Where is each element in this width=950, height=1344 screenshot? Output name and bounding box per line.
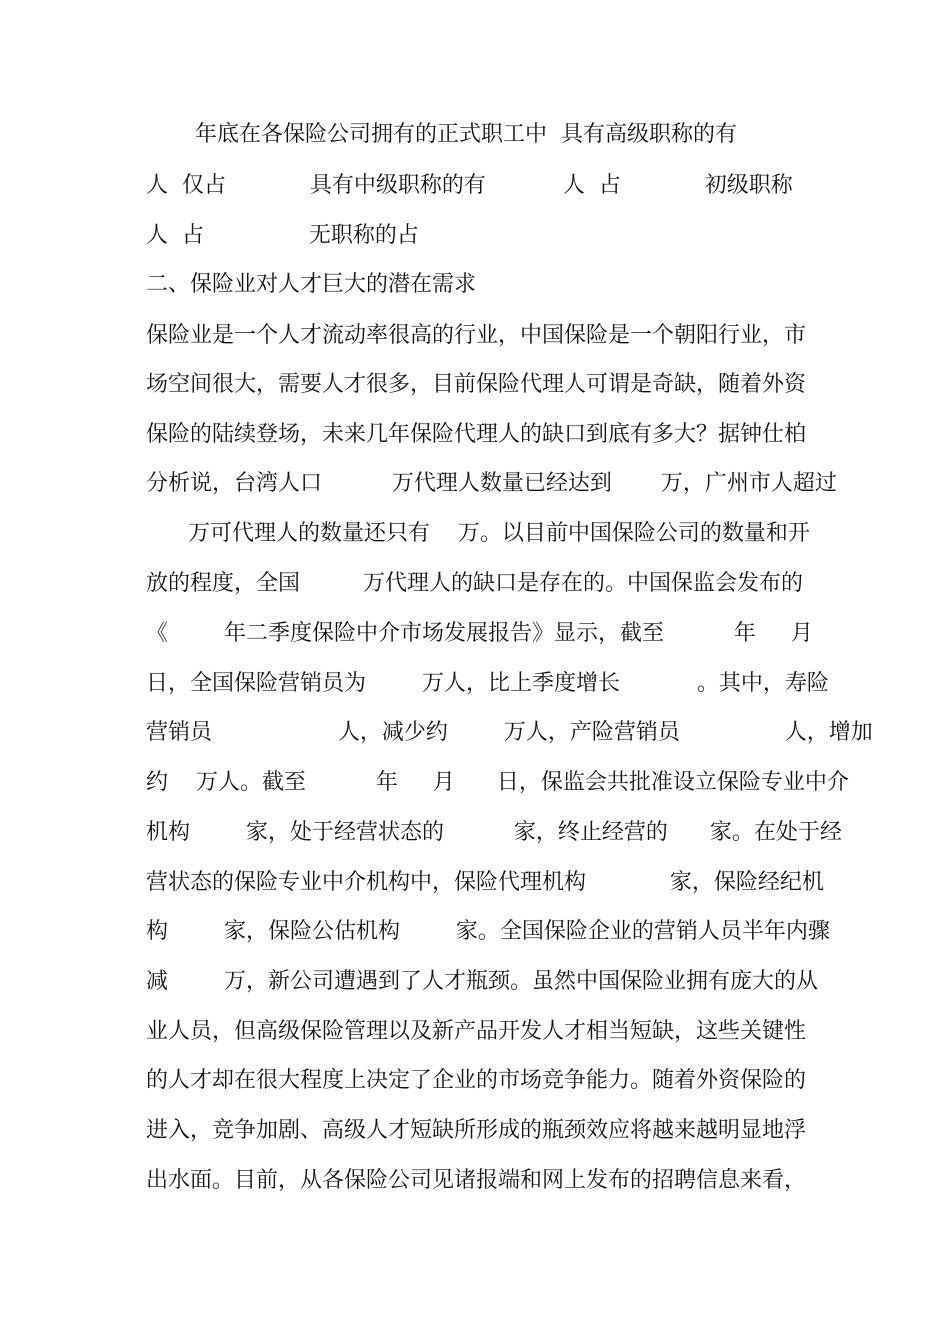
text-line: 场空间很大，需要人才很多，目前保险代理人可谓是奇缺，随着外资 — [146, 372, 807, 397]
text-line: 放的程度，全国 万代理人的缺口是存在的。中国保监会发布的 — [146, 571, 803, 596]
text-line: 营状态的保险专业中介机构中，保险代理机构 家，保险经纪机 — [146, 870, 824, 895]
text-line: 《 年二季度保险中介市场发展报告》显示，截至 年 月 — [146, 621, 813, 646]
text-line: 人 占 无职称的占 — [146, 223, 419, 248]
text-line: 营销员 人，减少约 万人，产险营销员 人，增加 — [146, 720, 873, 745]
text-line: 的人才却在很大程度上决定了企业的市场竞争能力。随着外资保险的 — [146, 1068, 807, 1093]
text-line: 机构 家，处于经营状态的 家，终止经营的 家。在处于经 — [146, 820, 842, 845]
text-line: 万可代理人的数量还只有 万。以目前中国保险公司的数量和开 — [146, 521, 810, 546]
text-line: 出水面。目前，从各保险公司见诸报端和网上发布的招聘信息来看， — [146, 1168, 807, 1193]
text-line: 人 仅占 具有中级职称的有 人 占 初级职称 — [146, 173, 793, 198]
text-line: 保险的陆续登场，未来几年保险代理人的缺口到底有多大？据钟仕柏 — [146, 422, 807, 447]
text-line: 减 万，新公司遭遇到了人才瓶颈。虽然中国保险业拥有庞大的从 — [146, 969, 818, 994]
text-line: 年底在各保险公司拥有的正式职工中 具有高级职称的有 — [146, 122, 737, 147]
text-line: 分析说，台湾人口 万代理人数量已经达到 万，广州市人超过 — [146, 471, 837, 496]
section-heading: 二、保险业对人才巨大的潜在需求 — [146, 272, 477, 297]
text-line: 日，全国保险营销员为 万人，比上季度增长 。其中，寿险 — [146, 671, 829, 696]
text-line: 约 万人。截至 年 月 日，保监会共批准设立保险专业中介 — [146, 770, 849, 795]
text-line: 业人员，但高级保险管理以及新产品开发人才相当短缺，这些关键性 — [146, 1019, 807, 1044]
text-line: 构 家，保险公估机构 家。全国保险企业的营销人员半年内骤 — [146, 919, 830, 944]
text-line: 进入，竞争加剧、高级人才短缺所形成的瓶颈效应将越来越明显地浮 — [146, 1118, 807, 1143]
text-line: 保险业是一个人才流动率很高的行业，中国保险是一个朝阳行业，市 — [146, 323, 807, 348]
